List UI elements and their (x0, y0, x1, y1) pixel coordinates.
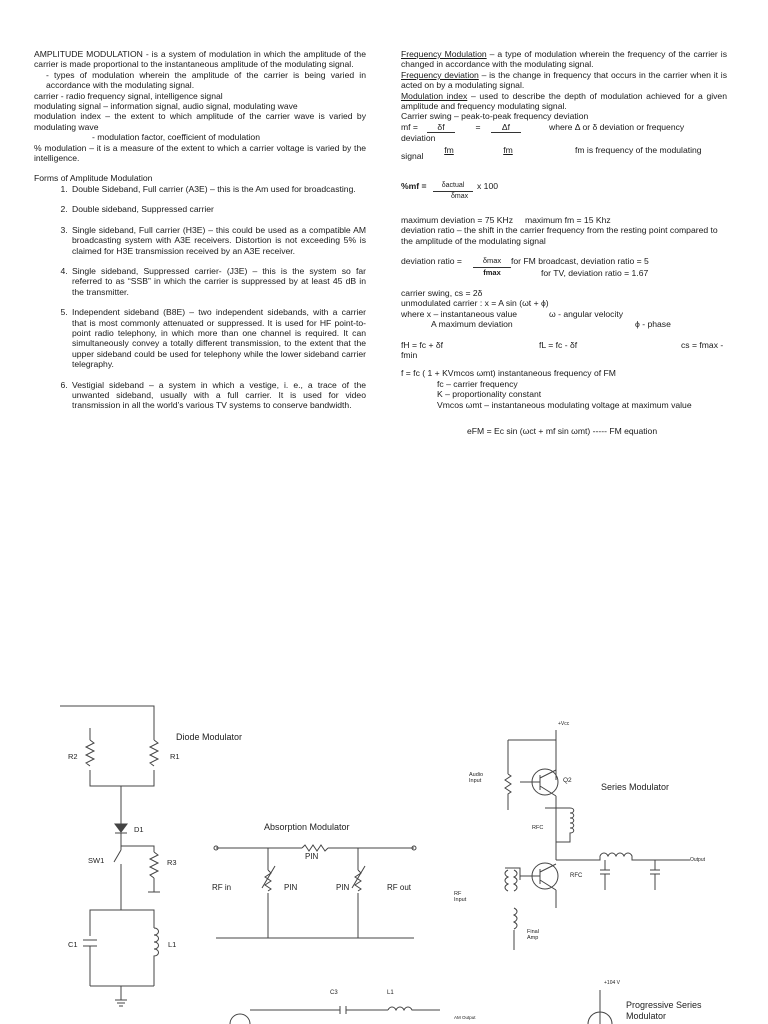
r1-resistor (150, 740, 158, 766)
dev-ratio-den: fmax (483, 267, 501, 277)
dev-ratio-tv: for TV, deviation ratio = 1.67 (541, 267, 649, 278)
instantaneous-frequency: f = fc ( 1 + KVmcos ωmt) instantaneous frequency of FM (401, 368, 616, 379)
q2-label: Q2 (563, 777, 572, 784)
l1-inductor (154, 928, 159, 986)
c3-label: C3 (330, 990, 338, 996)
am-output-label: AM Output (454, 1015, 476, 1020)
carrier-swing-def: Carrier swing – peak-to-peak frequency deviation (401, 111, 589, 122)
list-item: 3. Single sideband, Full carrier (H3E) – this could be used as a compatible AM broadcasting system with A3E receivers. Distortion is not exceeding 5% is claimed for H3E transmission received by an A3E receiver. (70, 225, 366, 256)
pin-left (265, 848, 271, 938)
diode-modulator-title: Diode Modulator (176, 732, 243, 742)
rfc2-label: RFC (570, 873, 583, 879)
d1-label: D1 (134, 825, 144, 834)
carrier-def: carrier - radio frequency signal, intelligence signal (34, 90, 223, 101)
pin-left-label: PIN (284, 883, 298, 892)
forms-title: Forms of Amplitude Modulation (34, 173, 153, 184)
list-item: 1. Double Sideband, Full carrier (A3E) – this is the Am used for broadcasting. (70, 184, 366, 194)
mf-lhs: mf = (401, 121, 418, 132)
rfc1-label: RFC (532, 825, 544, 831)
diode-modulator-circuit (60, 706, 160, 1006)
fl-eq: fL = fc - δf (539, 339, 578, 350)
fmin: fmin (401, 349, 418, 360)
phi-def: ϕ - phase (635, 319, 671, 330)
pin-right-label: PIN (336, 883, 350, 892)
mf-num2: Δf (491, 122, 521, 133)
l1-label: L1 (168, 940, 177, 949)
carrier-swing-eq: carrier swing, cs = 2δ (401, 287, 483, 298)
list-item: 6. Vestigial sideband – a system in which a vestige, i. e., a trace of the unwanted sideband, usually with a full carrier. It is used for video transmission in all the world’s various TV systems to conserve bandwidth. (70, 380, 366, 411)
dev-ratio-fm: for FM broadcast, deviation ratio = 5 (511, 256, 649, 267)
final-amp-label: Final Amp (527, 929, 539, 941)
fd-term: Frequency deviation (401, 69, 479, 80)
list-item: 5. Independent sideband (B8E) – two independent sidebands, with a carrier that is most commonly attenuated or suppressed. It is used for HF point-to-point radio telephony, in which more than one channel is required. It can simultaneously convey a totally different transmission, to the extent that the upper sideband could be used for telephony while the lower sideband carrier telegraphy. (70, 307, 366, 369)
am-definition: AMPLITUDE MODULATION - is a system of modulation in which the amplitude of the carrier is made proportional to the instantaneous amplitude of the modulating signal. (34, 49, 366, 70)
vcc-label: +Vcc (558, 721, 570, 727)
signal-word: signal (401, 150, 424, 161)
fc-desc: fc – carrier frequency (437, 378, 518, 389)
r1-label: R1 (170, 752, 180, 761)
progressive-series-modulator-circuit (230, 990, 612, 1024)
absorption-modulator-title: Absorption Modulator (264, 822, 350, 832)
vm-desc: Vmcos ωmt – instantaneous modulating voltage at maximum value (437, 399, 692, 410)
r2-resistor (86, 740, 94, 766)
mf-where: where Δ or δ deviation or frequency (549, 121, 685, 132)
audio-input-label: Audio Input (469, 772, 484, 784)
pct-mf-lhs: %mf = (401, 181, 427, 192)
max-deviation: maximum deviation = 75 KHz maximum fm = 15 Khz (401, 214, 611, 225)
d1-diode (115, 824, 127, 832)
modulation-factor-def: - modulation factor, coefficient of modulation (92, 132, 260, 143)
deviation-word: deviation (401, 133, 436, 144)
fm-def-text: – a type of modulation wherein the frequency of the carrier is changed in accordance with the modulating signal. (401, 49, 727, 70)
where-x: where x – instantaneous value (401, 308, 518, 319)
mi-term: Modulation index (401, 90, 468, 101)
dev-ratio-num: δmax (473, 256, 511, 267)
r3-label: R3 (167, 858, 177, 867)
series-modulator-circuit (505, 730, 690, 950)
percent-modulation-def: % modulation – it is a measure of the extent to which a carrier voltage is varied by the intelligence. (34, 142, 366, 164)
c1-capacitor (83, 940, 97, 986)
rf-input-label: RF Input (454, 891, 467, 903)
fm-equation: eFM = Ec sin (ωct + mf sin ωmt) ----- FM equation (467, 425, 658, 436)
k-desc: K – proportionality constant (437, 389, 542, 400)
rfc1-inductor (556, 808, 574, 842)
pct-mf-den: δmax (451, 193, 469, 201)
a-max: A maximum deviation (431, 319, 513, 330)
fm-den-1: fm (444, 144, 454, 155)
mi-def-text: – used to describe the depth of modulation achieved for a given amplitude and frequency modulating signal. (401, 90, 727, 112)
sw1-switch (114, 846, 121, 880)
v104-label: +104 V (604, 980, 620, 986)
fd-def-text: – is the change in frequency that occurs in the carrier when it is acted on by a modulating signal. (401, 69, 727, 91)
rf-in-label: RF in (212, 883, 232, 892)
fh-eq: fH = fc + δf (401, 339, 444, 350)
cs-fmax: cs = fmax - (681, 339, 724, 350)
fm-den-2: fm (503, 144, 513, 155)
output-label: Output (690, 857, 706, 863)
list-item: 4. Single sideband, Suppressed carrier- (J3E) – this is the system so far referred to as “SSB” in which the carrier is suppressed by at least 45 dB in the transmitter. (70, 266, 366, 297)
mf-eq: = (475, 121, 481, 132)
pct-mf-num: δactual (433, 181, 473, 192)
modulation-index-def: modulation index – the extent to which amplitude of the carrier wave is varied by modulating wave (34, 111, 366, 132)
r2-label: R2 (68, 752, 78, 761)
c1-label: C1 (68, 940, 78, 949)
dev-ratio-lhs: deviation ratio = (401, 256, 462, 267)
omega-def: ω - angular velocity (549, 308, 624, 319)
sw1-label: SW1 (88, 856, 105, 865)
r3-resistor (150, 852, 158, 878)
fm-term: Frequency Modulation (401, 49, 487, 59)
am-types: - types of modulation wherein the amplitude of the carrier is being varied in accordance with the modulating signal. (46, 69, 366, 91)
list-item: 2. Double sideband, Suppressed carrier (70, 204, 366, 214)
progressive-series-modulator-title: Progressive Series Modulator (626, 1000, 702, 1021)
pin-series-resistor (302, 845, 328, 851)
modulating-signal-def: modulating signal – information signal, audio signal, modulating wave (34, 101, 298, 112)
unmodulated-carrier: unmodulated carrier : x = A sin (ωt + ϕ) (401, 298, 549, 309)
deviation-ratio-def: deviation ratio – the shift in the carrier frequency from the resting point compared to the amplitude of the modulating signal (401, 225, 718, 246)
pct-mf-times: x 100 (477, 181, 499, 192)
pin-top-label: PIN (305, 852, 319, 861)
fm-note: fm is frequency of the modulating (575, 144, 702, 155)
l1b-label: L1 (387, 990, 394, 996)
rf-out-label: RF out (387, 883, 412, 892)
mf-num1: δf (427, 122, 455, 133)
pin-right (355, 848, 361, 938)
series-modulator-title: Series Modulator (601, 782, 670, 792)
